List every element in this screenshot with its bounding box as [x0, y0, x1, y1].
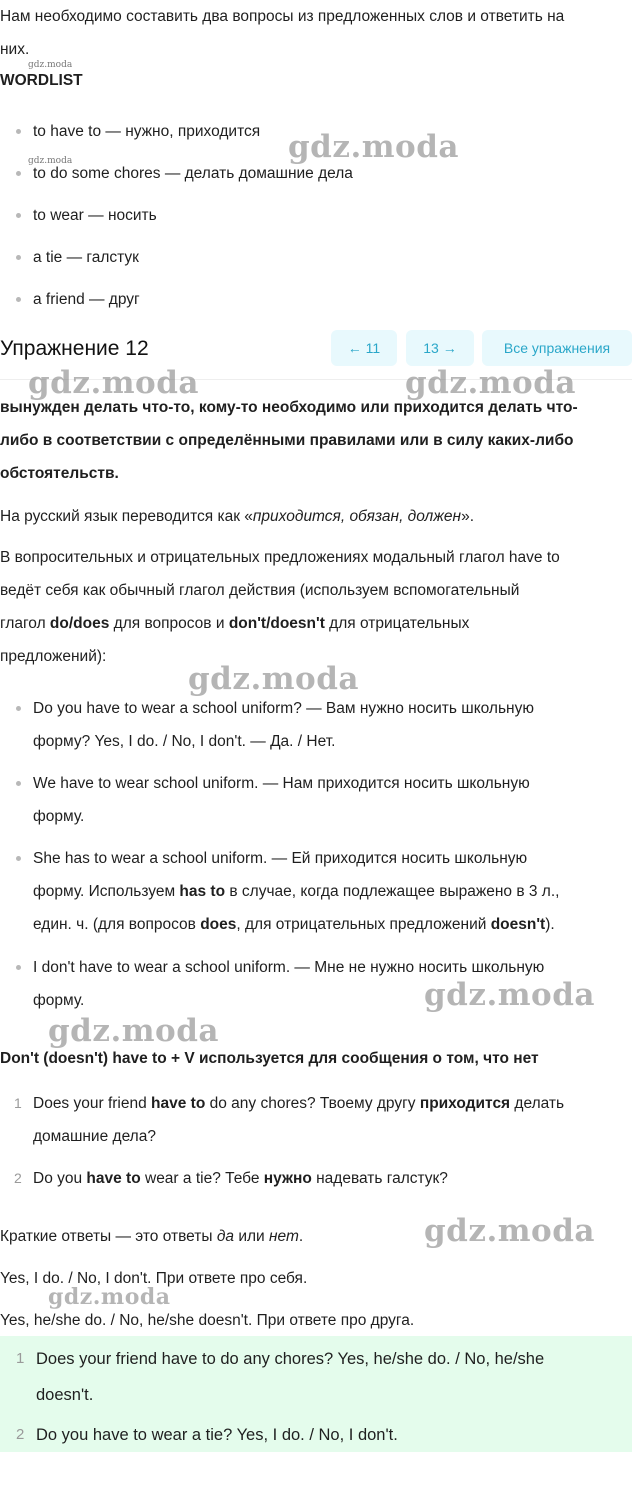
bullet [16, 129, 21, 134]
bold-text: нужно [263, 1170, 312, 1187]
bold-text: have to [86, 1170, 141, 1187]
exercise-title: Упражнение 12 [0, 337, 149, 360]
question-number: 2 [14, 1170, 22, 1186]
example-line: Do you have to wear a school uniform? — Вам нужно носить школьную [33, 700, 534, 717]
bullet [16, 706, 21, 711]
wordlist-item: a friend — друг [33, 291, 140, 308]
bold-text: приходится [419, 1095, 511, 1112]
bold-text: do/does [49, 615, 110, 632]
wordlist-item: to have to — нужно, приходится [33, 123, 261, 140]
answer-line: Do you have to wear a tie? Yes, I do. / No, I don't. [36, 1426, 398, 1444]
text: или [234, 1228, 269, 1245]
dont-rule: Don't (doesn't) have to + V используется для сообщения о том, что нет [0, 1050, 539, 1067]
watermark-logo: gdz.moda [188, 661, 359, 697]
bold-text: has to [179, 883, 226, 900]
question-line [33, 1087, 628, 1120]
answer-number: 1 [16, 1350, 25, 1367]
italic-text: приходится, обязан, должен [252, 508, 462, 525]
answer-box [0, 1336, 632, 1452]
watermark-logo: gdz.moda [405, 365, 576, 401]
answer-number: 2 [16, 1426, 25, 1443]
bullet [16, 965, 21, 970]
bullet [16, 297, 21, 302]
text: ». [461, 508, 475, 525]
text: для вопросов и [109, 615, 229, 632]
watermark-logo: gdz.moda [288, 129, 459, 165]
question-number: 1 [14, 1095, 22, 1111]
bold-text: don't/doesn't [228, 615, 325, 632]
intro-line-1: Нам необходимо составить два вопросы из предложенных слов и ответить на [0, 8, 565, 25]
example-line: I don't have to wear a school uniform. — Мне не нужно носить школьную [33, 959, 545, 976]
example-line [33, 875, 628, 908]
text: делать [510, 1095, 565, 1112]
watermark-logo: gdz.moda [424, 1213, 595, 1249]
text: глагол [0, 615, 50, 632]
example-line: форму? Yes, I do. / No, I don't. — Да. / Нет. [33, 733, 336, 750]
italic-text: нет [269, 1228, 299, 1245]
text: надевать галстук? [311, 1170, 448, 1187]
wordlist-item: to do some chores — делать домашние дела [33, 165, 353, 182]
watermark-logo: gdz.moda [424, 977, 595, 1013]
watermark-logo: gdz.moda [28, 365, 199, 401]
bullet [16, 171, 21, 176]
wordlist-item: to wear — носить [33, 207, 157, 224]
bold-text: doesn't [490, 916, 546, 933]
text: Do you [33, 1170, 87, 1187]
text: wear a tie? Тебе [140, 1170, 264, 1187]
watermark-logo: gdz.moda [48, 1013, 219, 1049]
italic-text: да [216, 1228, 235, 1245]
rule-paragraph-line: предложений): [0, 648, 107, 665]
bold-text: have to [151, 1095, 206, 1112]
bullet [16, 213, 21, 218]
text: На русский язык переводится как « [0, 508, 253, 525]
example-line: She has to wear a school uniform. — Ей приходится носить школьную [33, 850, 528, 867]
rule-bold-line: либо в соответствии с определёнными правилами или в силу каких-либо [0, 432, 574, 449]
text: ). [545, 916, 555, 933]
rule-paragraph-line: ведёт себя как обычный глагол действия (используем вспомогательный [0, 582, 520, 599]
text: Does your friend [33, 1095, 152, 1112]
translation-line [0, 500, 632, 533]
answer-line: Does your friend have to do any chores? Yes, he/she do. / No, he/she [36, 1350, 545, 1368]
watermark-logo: gdz.moda [48, 1284, 171, 1310]
intro-line-2: них. [0, 41, 30, 58]
text: . [298, 1228, 304, 1245]
question-line [33, 1162, 628, 1195]
watermark-small: gdz.moda [28, 60, 73, 70]
rule-paragraph-line [0, 607, 632, 640]
question-line: домашние дела? [33, 1128, 156, 1145]
rule-paragraph-line: В вопросительных и отрицательных предложениях модальный глагол have to [0, 549, 560, 566]
wordlist-item: a tie — галстук [33, 249, 139, 266]
bold-text: does [200, 916, 237, 933]
short-answer-friend: Yes, he/she do. / No, he/she doesn't. При ответе про друга. [0, 1312, 415, 1329]
bullet [16, 781, 21, 786]
answer-line: doesn't. [36, 1386, 94, 1404]
example-line: форму. [33, 808, 85, 825]
bullet [16, 856, 21, 861]
bullet [16, 255, 21, 260]
text: форму. Используем [33, 883, 180, 900]
example-line: форму. [33, 992, 85, 1009]
text: Краткие ответы — это ответы [0, 1228, 217, 1245]
text: , для отрицательных предложений [236, 916, 491, 933]
example-line: We have to wear school uniform. — Нам приходится носить школьную [33, 775, 530, 792]
text: в случае, когда подлежащее выражено в 3 л., [225, 883, 560, 900]
all-exercises-button[interactable]: Все упражнения [482, 330, 632, 366]
text: един. ч. (для вопросов [33, 916, 201, 933]
example-line [33, 908, 628, 941]
text: для отрицательных [324, 615, 470, 632]
prev-exercise-button[interactable]: ← 11 [331, 330, 397, 366]
short-answer-self: Yes, I do. / No, I don't. При ответе про себя. [0, 1270, 308, 1287]
watermark-small: gdz.moda [28, 156, 73, 166]
text: do any chores? Твоему другу [205, 1095, 420, 1112]
rule-bold-line: обстоятельств. [0, 465, 119, 482]
rule-bold-line: вынужден делать что-то, кому-то необходимо или приходится делать что- [0, 399, 578, 416]
next-exercise-button[interactable]: 13 → [406, 330, 474, 366]
wordlist-title: WORDLIST [0, 72, 83, 89]
